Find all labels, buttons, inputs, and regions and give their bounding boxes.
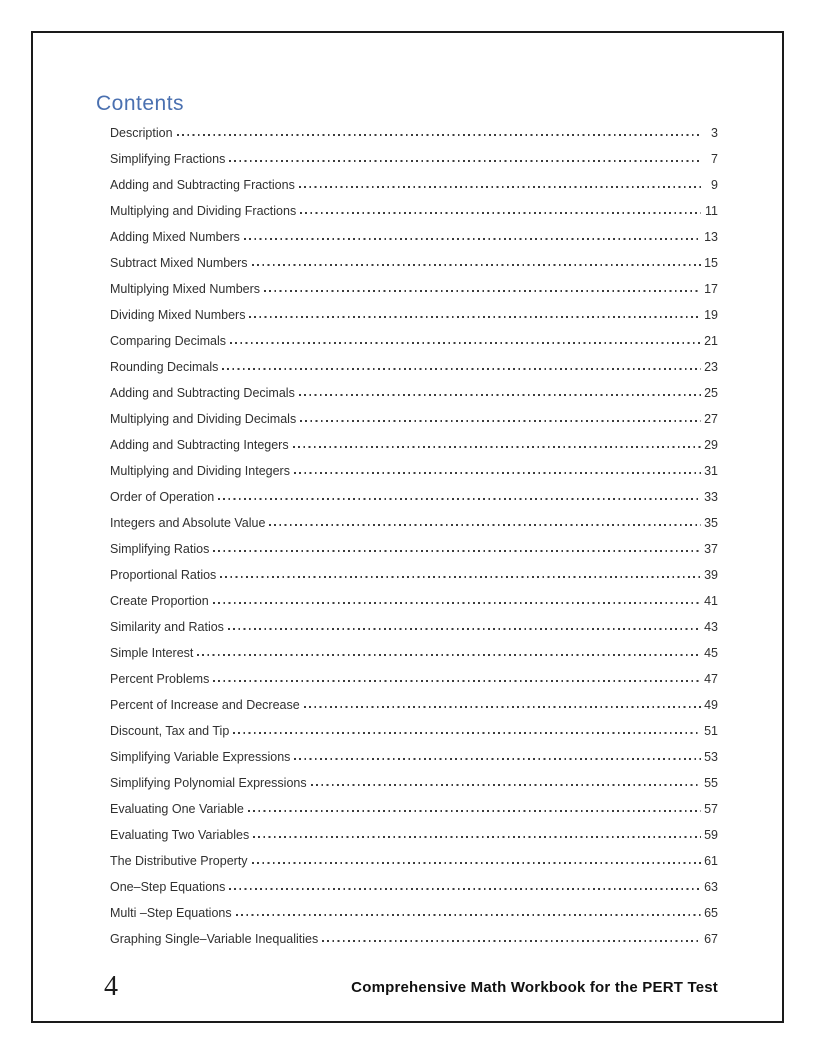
toc-entry-title: Multiplying and Dividing Fractions <box>110 204 297 218</box>
toc-entry[interactable] <box>96 822 718 848</box>
toc-entry-title: Adding and Subtracting Integers <box>110 438 289 452</box>
toc-leader-dots <box>299 394 701 396</box>
toc-entry[interactable] <box>96 484 718 510</box>
toc-leader-dots <box>253 836 701 838</box>
toc-entry[interactable] <box>96 640 718 666</box>
toc-entry[interactable] <box>96 562 718 588</box>
toc-leader-dots <box>213 550 701 552</box>
toc-entry-page: 47 <box>704 672 718 686</box>
toc-leader-dots <box>300 212 701 214</box>
toc-leader-dots <box>229 160 701 162</box>
toc-entry[interactable] <box>96 172 718 198</box>
toc-entry[interactable] <box>96 328 718 354</box>
toc-entry-page: 59 <box>704 828 718 842</box>
toc-entry-page: 55 <box>704 776 718 790</box>
toc-leader-dots <box>269 524 701 526</box>
toc-leader-dots <box>322 940 701 942</box>
page-footer <box>96 968 718 1000</box>
toc-entry[interactable] <box>96 406 718 432</box>
toc-leader-dots <box>236 914 701 916</box>
toc-entry-title: Percent of Increase and Decrease <box>110 698 300 712</box>
toc-entry-page: 19 <box>704 308 718 322</box>
toc-leader-dots <box>252 862 701 864</box>
toc-leader-dots <box>213 602 701 604</box>
toc-entry[interactable] <box>96 900 718 926</box>
toc-entry[interactable] <box>96 250 718 276</box>
toc-leader-dots <box>177 134 701 136</box>
toc-entry-page: 35 <box>704 516 718 530</box>
toc-entry[interactable] <box>96 796 718 822</box>
toc-entry-page: 7 <box>711 152 718 166</box>
toc-entry-page: 51 <box>704 724 718 738</box>
toc-entry[interactable] <box>96 770 718 796</box>
toc-leader-dots <box>213 680 701 682</box>
toc-entry-title: Graphing Single–Variable Inequalities <box>110 932 319 946</box>
toc-entry-page: 15 <box>704 256 718 270</box>
toc-entry-page: 17 <box>704 282 718 296</box>
toc-entry-title: Dividing Mixed Numbers <box>110 308 246 322</box>
toc-entry-page: 39 <box>704 568 718 582</box>
toc-leader-dots <box>218 498 701 500</box>
toc-entry-title: Subtract Mixed Numbers <box>110 256 248 270</box>
footer-book-title: Comprehensive Math Workbook for the PERT Test <box>351 979 718 996</box>
toc-entry-page: 61 <box>704 854 718 868</box>
toc-entry-page: 63 <box>704 880 718 894</box>
toc-entry-title: Multiplying Mixed Numbers <box>110 282 261 296</box>
toc-entry-page: 67 <box>704 932 718 946</box>
toc-entry-title: Adding and Subtracting Decimals <box>110 386 295 400</box>
toc-leader-dots <box>264 290 701 292</box>
toc-leader-dots <box>304 706 701 708</box>
toc-leader-dots <box>230 342 701 344</box>
toc-entry-title: Description <box>110 126 173 140</box>
toc-entry-page: 29 <box>704 438 718 452</box>
toc-entry-page: 9 <box>711 178 718 192</box>
toc-leader-dots <box>220 576 701 578</box>
toc-entry-title: Simplifying Variable Expressions <box>110 750 291 764</box>
toc-leader-dots <box>299 186 701 188</box>
toc-entry[interactable] <box>96 432 718 458</box>
toc-entry-title: Rounding Decimals <box>110 360 219 374</box>
toc-entry[interactable] <box>96 848 718 874</box>
toc-entry-title: Create Proportion <box>110 594 209 608</box>
toc-entry-title: Simplifying Fractions <box>110 152 226 166</box>
toc-entry-page: 23 <box>704 360 718 374</box>
toc-entry-title: Evaluating One Variable <box>110 802 244 816</box>
toc-entry-page: 45 <box>704 646 718 660</box>
toc-entry-title: Integers and Absolute Value <box>110 516 266 530</box>
toc-entry[interactable] <box>96 510 718 536</box>
toc-entry-title: Proportional Ratios <box>110 568 217 582</box>
toc-leader-dots <box>244 238 701 240</box>
toc-entry-title: Percent Problems <box>110 672 210 686</box>
toc-entry-page: 49 <box>704 698 718 712</box>
toc-leader-dots <box>233 732 701 734</box>
toc-entry-title: Adding and Subtracting Fractions <box>110 178 295 192</box>
toc-entry-page: 65 <box>704 906 718 920</box>
toc-leader-dots <box>248 810 701 812</box>
toc-entry-title: One–Step Equations <box>110 880 226 894</box>
toc-list <box>96 120 718 952</box>
toc-entry[interactable] <box>96 692 718 718</box>
toc-entry-page: 27 <box>704 412 718 426</box>
toc-entry-page: 33 <box>704 490 718 504</box>
toc-entry[interactable] <box>96 614 718 640</box>
toc-entry-page: 57 <box>704 802 718 816</box>
toc-entry-title: Simplifying Polynomial Expressions <box>110 776 307 790</box>
toc-entry-title: The Distributive Property <box>110 854 248 868</box>
toc-entry[interactable] <box>96 718 718 744</box>
toc-leader-dots <box>311 784 701 786</box>
toc-entry[interactable] <box>96 224 718 250</box>
toc-entry-title: Multiplying and Dividing Integers <box>110 464 290 478</box>
toc-entry-page: 43 <box>704 620 718 634</box>
page-content <box>96 33 718 952</box>
toc-leader-dots <box>300 420 701 422</box>
toc-entry-title: Adding Mixed Numbers <box>110 230 240 244</box>
toc-entry[interactable] <box>96 302 718 328</box>
toc-leader-dots <box>294 758 701 760</box>
toc-entry-title: Simple Interest <box>110 646 194 660</box>
toc-entry-page: 13 <box>704 230 718 244</box>
toc-entry-title: Similarity and Ratios <box>110 620 224 634</box>
toc-entry-page: 53 <box>704 750 718 764</box>
contents-heading: Contents <box>96 92 185 115</box>
toc-entry[interactable] <box>96 744 718 770</box>
toc-entry[interactable] <box>96 276 718 302</box>
toc-entry[interactable] <box>96 874 718 900</box>
toc-entry-title: Comparing Decimals <box>110 334 227 348</box>
toc-entry[interactable] <box>96 536 718 562</box>
toc-entry[interactable] <box>96 354 718 380</box>
toc-leader-dots <box>222 368 701 370</box>
toc-entry[interactable] <box>96 380 718 406</box>
toc-entry[interactable] <box>96 146 718 172</box>
toc-entry-page: 37 <box>704 542 718 556</box>
toc-entry[interactable] <box>96 458 718 484</box>
toc-entry[interactable] <box>96 198 718 224</box>
toc-entry-title: Multiplying and Dividing Decimals <box>110 412 297 426</box>
toc-leader-dots <box>197 654 701 656</box>
toc-entry-page: 31 <box>704 464 718 478</box>
toc-entry[interactable] <box>96 926 718 952</box>
toc-leader-dots <box>228 628 701 630</box>
toc-leader-dots <box>293 446 701 448</box>
toc-entry-title: Multi –Step Equations <box>110 906 232 920</box>
toc-leader-dots <box>249 316 701 318</box>
toc-entry[interactable] <box>96 666 718 692</box>
toc-entry-page: 41 <box>704 594 718 608</box>
toc-entry-title: Evaluating Two Variables <box>110 828 250 842</box>
page-border <box>31 31 784 1023</box>
toc-entry-page: 21 <box>704 334 718 348</box>
toc-entry-title: Order of Operation <box>110 490 215 504</box>
toc-entry[interactable] <box>96 120 718 146</box>
toc-entry-page: 3 <box>711 126 718 140</box>
toc-leader-dots <box>294 472 701 474</box>
toc-entry-page: 25 <box>704 386 718 400</box>
toc-leader-dots <box>229 888 701 890</box>
toc-leader-dots <box>252 264 701 266</box>
toc-entry[interactable] <box>96 588 718 614</box>
toc-entry-page: 11 <box>705 204 718 218</box>
toc-entry-title: Discount, Tax and Tip <box>110 724 230 738</box>
toc-entry-title: Simplifying Ratios <box>110 542 210 556</box>
footer-page-number: 4 <box>104 971 118 1002</box>
